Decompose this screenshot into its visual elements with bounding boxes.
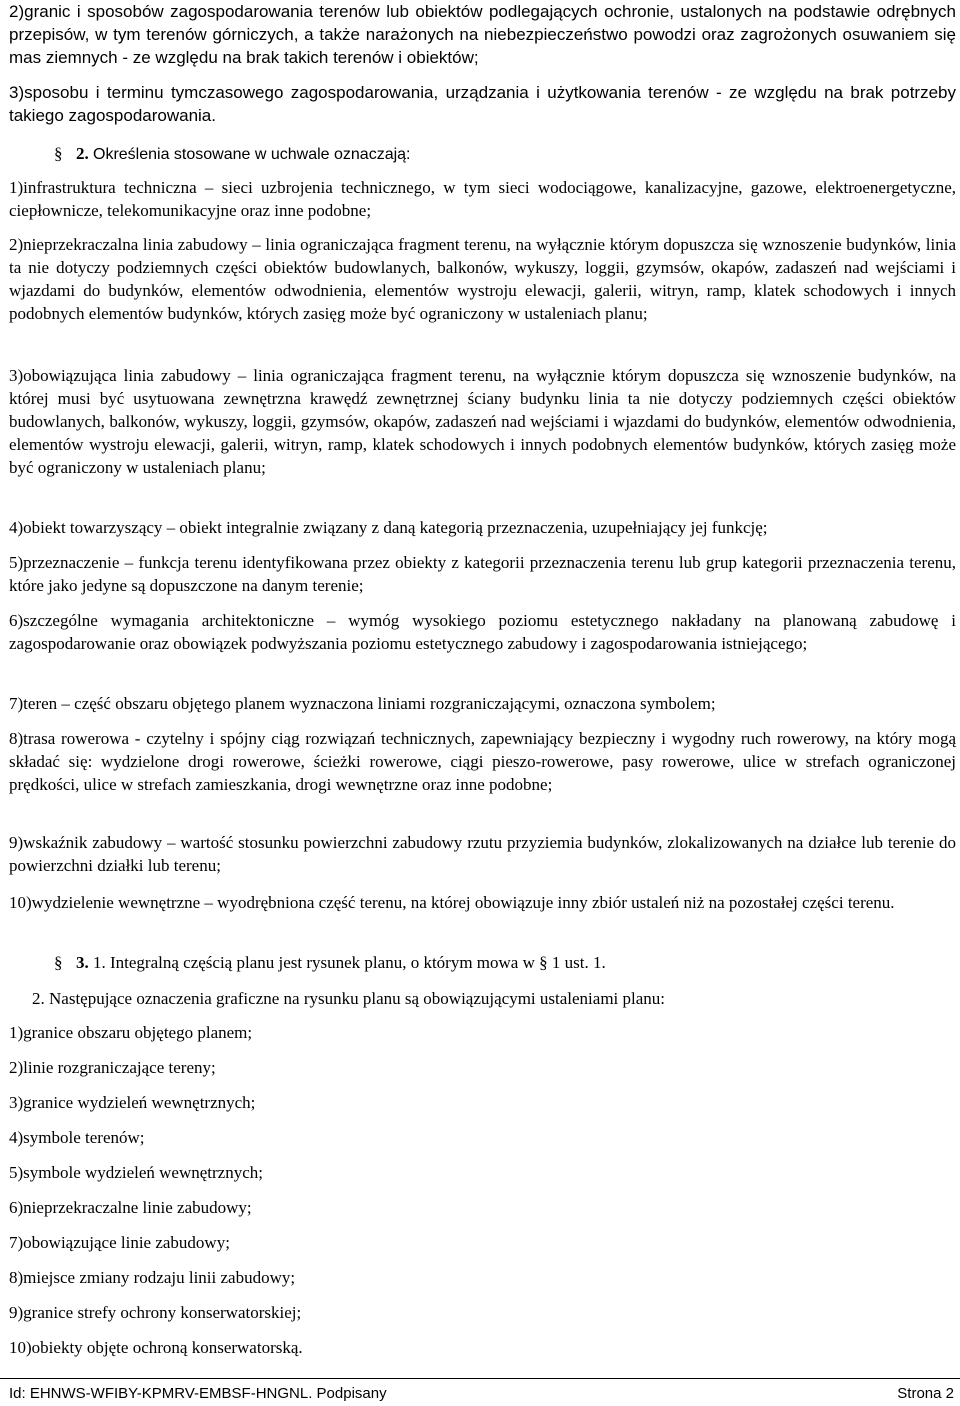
item-text: infrastruktura techniczna – sieci uzbrojenia technicznego, w tym sieci wodociągowe, kanalizacyjne, gazowe, elektroenergetyczne, ciepłownicze, telekomunikacyjne oraz inne podobne; bbox=[9, 178, 956, 220]
item-number: 2) bbox=[9, 1058, 24, 1077]
definition-item bbox=[9, 233, 956, 325]
item-text: symbole terenów; bbox=[23, 1128, 145, 1147]
list-item bbox=[9, 81, 956, 127]
item-text: granice strefy ochrony konserwatorskiej; bbox=[23, 1303, 302, 1322]
legend-item bbox=[9, 1056, 956, 1079]
footer-page-number: Strona 2 bbox=[897, 1385, 954, 1402]
definition-item bbox=[9, 727, 956, 796]
item-text: sposobu i terminu tymczasowego zagospodarowania, urządzania i użytkowania terenów - ze względu na brak potrzeby takiego zagospodarowania. bbox=[9, 83, 956, 125]
paragraph-sign: § bbox=[54, 953, 63, 972]
item-text: miejsce zmiany rodzaju linii zabudowy; bbox=[23, 1268, 296, 1287]
section-paragraph-2: 2. Następujące oznaczenia graficzne na rysunku planu są obowiązującymi ustaleniami planu: bbox=[32, 989, 666, 1008]
item-number: 3) bbox=[9, 1093, 24, 1112]
item-number: 6) bbox=[9, 1198, 24, 1217]
legend-item bbox=[9, 1266, 956, 1289]
definition-item bbox=[9, 516, 956, 539]
definition-item bbox=[9, 176, 956, 222]
item-number: 4) bbox=[9, 1128, 24, 1147]
section-intro: Określenia stosowane w uchwale oznaczają: bbox=[93, 146, 411, 163]
item-text: nieprzekraczalne linie zabudowy; bbox=[23, 1198, 252, 1217]
item-text: granice obszaru objętego planem; bbox=[23, 1023, 253, 1042]
item-text: obiekt towarzyszący – obiekt integralnie związany z daną kategorią przeznaczenia, uzupełniający jej funkcję; bbox=[23, 518, 768, 537]
paragraph-sign: § bbox=[54, 144, 63, 163]
item-number: 3) bbox=[9, 366, 24, 385]
section-number: 3. bbox=[76, 953, 89, 972]
item-number: 5) bbox=[9, 553, 24, 572]
item-text: nieprzekraczalna linia zabudowy – linia ograniczająca fragment terenu, na wyłącznie którym dopuszcza się wznoszenie budynków, linia ta nie dotyczy podziemnych części obiektów budowlanych, balkonów, wykuszy, loggii, gzymsów, okapów, zadaszeń nad wejściami i wjazdami do budynków, elementów odwodnienia, elementów wystroju elewacji, galerii, witryn, ramp, klatek schodowych i innych podobnych elementów budynków, których zasięg może być ograniczony w ustaleniach planu; bbox=[9, 235, 956, 323]
legend-item bbox=[9, 1021, 956, 1044]
item-number: 1) bbox=[9, 1023, 24, 1042]
item-text: szczególne wymagania architektoniczne – wymóg wysokiego poziomu estetycznego nakładany na planowaną zabudowę i zagospodarowanie oraz obowiązek podwyższania poziomu estetycznego zabudowy i zagospodarowania istniejącego; bbox=[9, 611, 956, 653]
item-text: obowiązujące linie zabudowy; bbox=[23, 1233, 230, 1252]
item-text: trasa rowerowa - czytelny i spójny ciąg rozwiązań technicznych, zapewniający bezpieczny i wygodny ruch rowerowy, na który mogą składać się: wydzielone drogi rowerowe, ścieżki rowerowe, ciągi pieszo-rowerowe, pasy rowerowe, ulice w strefach ograniczonej prędkości, ulice w strefach zamieszkania, drogi wewnętrzne oraz inne podobne; bbox=[9, 729, 956, 794]
definition-item bbox=[9, 551, 956, 597]
definition-item bbox=[9, 609, 956, 655]
item-text: granice wydzieleń wewnętrznych; bbox=[23, 1093, 256, 1112]
item-text: obiekty objęte ochroną konserwatorską. bbox=[31, 1338, 303, 1357]
item-number: 5) bbox=[9, 1163, 24, 1182]
legend-item bbox=[9, 1336, 956, 1359]
item-number: 10) bbox=[9, 893, 32, 912]
definition-item bbox=[9, 891, 956, 914]
section-paragraph-1: 1. Integralną częścią planu jest rysunek planu, o którym mowa w § 1 ust. 1. bbox=[93, 953, 606, 972]
legend-item bbox=[9, 1161, 956, 1184]
list-item bbox=[9, 0, 956, 69]
item-text: przeznaczenie – funkcja terenu identyfikowana przez obiekty z kategorii przeznaczenia terenu lub grup kategorii przeznaczenia terenu, które jako jedyne są dopuszczone na danym terenie; bbox=[9, 553, 956, 595]
legend-item bbox=[9, 1126, 956, 1149]
item-number: 7) bbox=[9, 1233, 24, 1252]
item-text: wydzielenie wewnętrzne – wyodrębniona część terenu, na której obowiązuje inny zbiór ustaleń niż na pozostałej części terenu. bbox=[31, 893, 895, 912]
legend-item bbox=[9, 1231, 956, 1254]
item-number: 8) bbox=[9, 1268, 24, 1287]
item-number: 2) bbox=[9, 2, 25, 21]
item-text: granic i sposobów zagospodarowania terenów lub obiektów podlegających ochronie, ustalonych na podstawie odrębnych przepisów, w tym terenów górniczych, a także narażonych na niebezpieczeństwo powodzi oraz zagrożonych osuwaniem się mas ziemnych - ze względu na brak takich terenów i obiektów; bbox=[9, 2, 956, 67]
item-text: obowiązująca linia zabudowy – linia ograniczająca fragment terenu, na wyłącznie którym dopuszcza się wznoszenie budynków, na której musi być usytuowana zewnętrzna krawędź zewnętrznej ściany budynku linia ta nie dotyczy podziemnych części obiektów budowlanych, balkonów, wykuszy, loggii, gzymsów, okapów, zadaszeń nad wejściami i wjazdami do budynków, elementów odwodnienia, elementów wystroju elewacji, galerii, witryn, ramp, klatek schodowych i innych podobnych elementów budynków, których zasięg może być ograniczony w ustaleniach planu; bbox=[9, 366, 956, 477]
item-number: 9) bbox=[9, 833, 24, 852]
item-text: linie rozgraniczające tereny; bbox=[23, 1058, 216, 1077]
item-number: 4) bbox=[9, 518, 24, 537]
item-number: 9) bbox=[9, 1303, 24, 1322]
legend-item bbox=[9, 1301, 956, 1324]
section-heading bbox=[54, 142, 954, 166]
legend-item bbox=[9, 1091, 956, 1114]
item-number: 10) bbox=[9, 1338, 32, 1357]
item-number: 7) bbox=[9, 694, 24, 713]
section-heading bbox=[54, 951, 954, 974]
section-number: 2. bbox=[76, 144, 89, 163]
item-text: teren – część obszaru objętego planem wyznaczona liniami rozgraniczającymi, oznaczona symbolem; bbox=[23, 694, 716, 713]
definition-item bbox=[9, 831, 956, 877]
item-number: 3) bbox=[9, 83, 25, 102]
footer-divider bbox=[0, 1378, 960, 1379]
item-number: 8) bbox=[9, 729, 24, 748]
item-number: 2) bbox=[9, 235, 24, 254]
item-number: 1) bbox=[9, 178, 24, 197]
footer-document-id: Id: EHNWS-WFIBY-KPMRV-EMBSF-HNGNL. Podpisany bbox=[9, 1385, 387, 1402]
item-text: symbole wydzieleń wewnętrznych; bbox=[23, 1163, 263, 1182]
item-text: wskaźnik zabudowy – wartość stosunku powierzchni zabudowy rzutu przyziemia budynków, zlokalizowanych na działce lub terenie do powierzchni działki lub terenu; bbox=[9, 833, 956, 875]
item-number: 6) bbox=[9, 611, 24, 630]
legend-item bbox=[9, 1196, 956, 1219]
definition-item bbox=[9, 364, 956, 479]
definition-item bbox=[9, 692, 956, 715]
